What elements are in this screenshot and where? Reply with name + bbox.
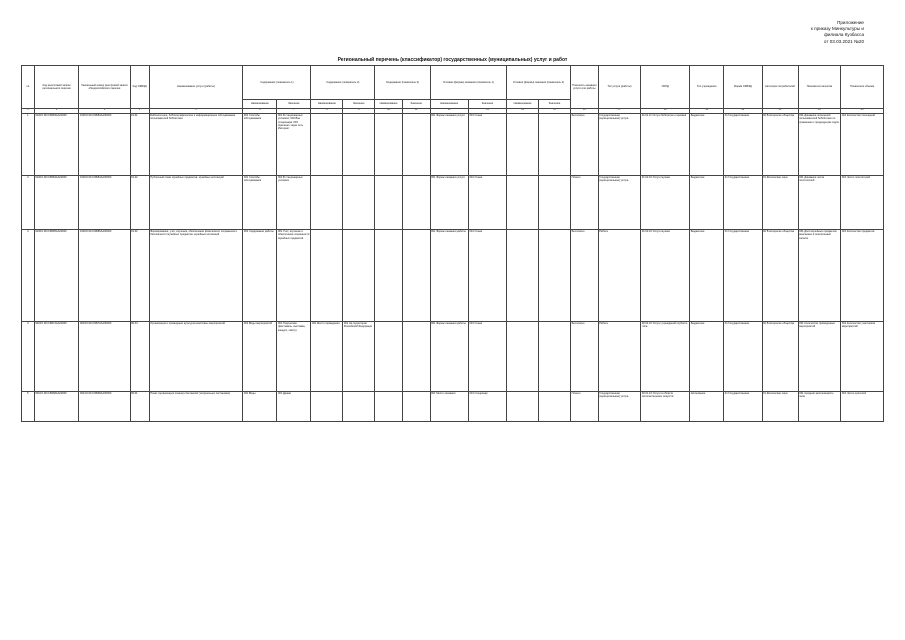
cell-c3n (375, 175, 403, 229)
cell-vol: 001 Число зрителей (841, 391, 884, 421)
appendix-line: Приложение (837, 20, 864, 25)
col-paid-header: Платность оказания услуги или работы (571, 66, 599, 109)
cell-unique: 9100О.99.0.ББ85АА00000 (79, 229, 130, 321)
cell-u1v: 001 Очная (468, 175, 506, 229)
cell-code: 9001О.99.0.ББ68АА00000 (34, 391, 79, 421)
cell-okved: 90.04 (130, 321, 149, 391)
cell-code: 9100О.99.0.ББ83АА00000 (34, 113, 79, 175)
cell-paid: Бесплатно (571, 113, 599, 175)
column-number: 18 (641, 109, 690, 114)
cell-c3v (402, 113, 430, 175)
cell-u1v: 001 Очная (468, 321, 506, 391)
sub-name-header: Наименование (430, 100, 468, 109)
cell-paid: Платно (571, 391, 599, 421)
cell-qual: 001 Средняя заполняемость зала (798, 391, 841, 421)
cell-okved: 91.02 (130, 229, 149, 321)
cell-name: Организация и проведение культурно-массовых мероприятий (149, 321, 243, 391)
cell-cons: 01 Физические лица (762, 391, 798, 421)
cell-okpd: 91.02.10 Услуги музеев (641, 229, 690, 321)
col-okved2-header: Форма ОКВЭД (724, 66, 762, 109)
column-number: 16 (571, 109, 599, 114)
cell-u2n (507, 229, 539, 321)
cell-c1n: 001 Содержание работы (243, 229, 277, 321)
cell-kind: Бюджетное (690, 321, 724, 391)
table-row (22, 175, 884, 229)
cell-paid: Бесплатно (571, 321, 599, 391)
column-number: 17 (598, 109, 641, 114)
cell-qual: 001 Динамика числа посетителей (798, 175, 841, 229)
sub-value-header: Значение (343, 100, 375, 109)
cell-qual: 001 Количество проведенных мероприятий (798, 321, 841, 391)
cell-vol: 001 Количество посещений (841, 113, 884, 175)
table-body (22, 113, 884, 421)
cell-okpd: 91.02.10 Услуги музеев (641, 175, 690, 229)
col-content2-header: Содержание (показатель 2) (311, 66, 375, 100)
cell-c2v (343, 391, 375, 421)
cell-c2v: 001 На территории Российской Федерации (343, 321, 375, 391)
table-header-row (22, 66, 884, 100)
col-okpd-header: ОКПД (641, 66, 690, 109)
cell-okv: 01 Государственная (724, 321, 762, 391)
cell-u1n: 001 Формы оказания работы (430, 321, 468, 391)
column-number: 23 (841, 109, 884, 114)
cell-u1n: 001 Место оказания (430, 391, 468, 421)
col-content3-header: Содержание (показатель 3) (375, 66, 430, 100)
appendix-line: филиала Кузбасса (824, 32, 864, 38)
cell-kind: Бюджетное (690, 175, 724, 229)
cell-c3v (402, 391, 430, 421)
cell-type: Государственная (муниципальная) услуга (598, 391, 641, 421)
cell-unique: 9001О.99.0.ББ68АА00000 (79, 391, 130, 421)
cell-c3n (375, 391, 403, 421)
appendix-line: к приказу Минкультуры и (810, 26, 864, 32)
cell-c2n (311, 175, 343, 229)
cell-qual: 001 Доля музейных предметов, внесенных в электронный каталог (798, 229, 841, 321)
cell-vol: 001 Число посетителей (841, 175, 884, 229)
cell-c1n: 001 Способы обслуживания (243, 113, 277, 175)
sub-name-header: Наименование (375, 100, 403, 109)
cell-c1v: 001 Драма (277, 391, 311, 421)
column-number: 6 (243, 109, 277, 114)
cell-vol: 001 Количество участников мероприятий (841, 321, 884, 391)
cell-c2n (311, 113, 343, 175)
cell-n: 5 (22, 391, 35, 421)
column-number: 20 (724, 109, 762, 114)
cell-okv: 01 Государственная (724, 175, 762, 229)
col-kind-header: Тип учреждения (690, 66, 724, 109)
col-quality-header: Показатели качества (798, 66, 841, 109)
column-number: 19 (690, 109, 724, 114)
cell-type: Работа (598, 321, 641, 391)
cell-cons: 02 В интересах общества (762, 229, 798, 321)
cell-c1n: 001 Способы обслуживания (243, 175, 277, 229)
cell-u2v (539, 113, 571, 175)
table-row (22, 391, 884, 421)
table-row (22, 229, 884, 321)
cell-cons: 02 В интересах общества (762, 113, 798, 175)
col-code-header: Код реестровой записи регионального перечня (34, 66, 79, 109)
sub-name-header: Наименование (507, 100, 539, 109)
sub-value-header: Значение (539, 100, 571, 109)
column-number: 1 (22, 109, 35, 114)
cell-c2n (311, 229, 343, 321)
cell-n: 3 (22, 229, 35, 321)
col-cond1-header: Условие (формы) оказания (показатель 1) (430, 66, 507, 100)
cell-cons: 01 Физические лица (762, 175, 798, 229)
table-row (22, 113, 884, 175)
cell-okpd: 90.01.10 Услуги в области исполнительских искусств (641, 391, 690, 421)
cell-code: 9100О.99.0.ББ84АА00000 (34, 175, 79, 229)
cell-cons: 02 В интересах общества (762, 321, 798, 391)
cell-qual: 001 Динамика посещений пользователей библиотеки по сравнению с предыдущим годом (798, 113, 841, 175)
cell-c2n: 001 Место проведения (311, 321, 343, 391)
cell-okpd: 91.01.11 Услуги библиотек и архивов (641, 113, 690, 175)
col-consumers-header: Категории потребителей (762, 66, 798, 109)
cell-c2v (343, 113, 375, 175)
cell-u1v: 001 Очная (468, 113, 506, 175)
cell-vol: 001 Количество предметов (841, 229, 884, 321)
sub-value-header: Значение (402, 100, 430, 109)
cell-u2v (539, 391, 571, 421)
column-number: 8 (311, 109, 343, 114)
cell-u1n: 001 Формы оказания работы (430, 229, 468, 321)
cell-code: 9004О.99.0.ББ72АА00000 (34, 321, 79, 391)
cell-okpd: 90.04.10 Услуги учреждений клубного типа (641, 321, 690, 391)
col-volume-header: Показатели объема (841, 66, 884, 109)
cell-n: 4 (22, 321, 35, 391)
cell-c1v: 002 В стационарных условиях (277, 175, 311, 229)
cell-c1n: 001 Виды мероприятий (243, 321, 277, 391)
col-cond2-header: Условие (формы) оказания (показатель 2) (507, 66, 571, 100)
table-row (22, 321, 884, 391)
cell-u2v (539, 321, 571, 391)
cell-u2n (507, 113, 539, 175)
cell-u1n: 001 Формы оказания услуги (430, 175, 468, 229)
column-number: 21 (762, 109, 798, 114)
registry-table (21, 65, 884, 422)
cell-okv: 01 Государственная (724, 391, 762, 421)
column-number: 3 (79, 109, 130, 114)
sub-value-header: Значение (277, 100, 311, 109)
cell-u1n: 001 Формы оказания услуги (430, 113, 468, 175)
cell-u2n (507, 391, 539, 421)
cell-c2n (311, 391, 343, 421)
column-number: 2 (34, 109, 79, 114)
cell-okved: 91.02 (130, 175, 149, 229)
cell-n: 1 (22, 113, 35, 175)
column-number: 22 (798, 109, 841, 114)
cell-paid: Бесплатно (571, 229, 599, 321)
column-number: 13 (468, 109, 506, 114)
cell-c2v (343, 229, 375, 321)
cell-name: Библиотечное, библиографическое и информационное обслуживание пользователей библиотеки (149, 113, 243, 175)
cell-n: 2 (22, 175, 35, 229)
sub-name-header: Наименование (243, 100, 277, 109)
cell-u2n (507, 321, 539, 391)
cell-c3v (402, 229, 430, 321)
cell-type: Государственная (муниципальная) услуга (598, 113, 641, 175)
col-okved-header: Код ОКВЭД (130, 66, 149, 109)
col-name-header: Наименование услуги (работы) (149, 66, 243, 109)
cell-c3n (375, 321, 403, 391)
column-number: 9 (343, 109, 375, 114)
cell-c1v: 001 В стационарных условиях; 002 Вне стационара; 003 Удаленно через сеть Интернет (277, 113, 311, 175)
cell-okved: 90.01 (130, 391, 149, 421)
cell-unique: 9100О.99.0.ББ84АА00000 (79, 175, 130, 229)
column-number: 12 (430, 109, 468, 114)
col-num-header: № (22, 66, 35, 109)
cell-kind: Бюджетное (690, 229, 724, 321)
cell-u2v (539, 175, 571, 229)
cell-c1v: 001 Учет, изучение и обеспечение сохранности музейных предметов (277, 229, 311, 321)
cell-c1n: 001 Виды (243, 391, 277, 421)
cell-type: Государственная (муниципальная) услуга (598, 175, 641, 229)
cell-kind: Бюджетное (690, 113, 724, 175)
column-number: 11 (402, 109, 430, 114)
col-unique-header: Уникальный номер реестровой записи общероссийского перечня (79, 66, 130, 109)
cell-c3n (375, 229, 403, 321)
column-number: 7 (277, 109, 311, 114)
appendix-line: от 03.03.2021 №20 (823, 38, 864, 44)
cell-c3n (375, 113, 403, 175)
cell-code: 9100О.99.0.ББ85АА00000 (34, 229, 79, 321)
cell-kind: Автономное (690, 391, 724, 421)
cell-paid: Платно (571, 175, 599, 229)
col-content1-header: Содержание (показатель 1) (243, 66, 311, 100)
cell-okv: 01 Государственная (724, 229, 762, 321)
appendix-block (754, 20, 864, 45)
cell-u2n (507, 175, 539, 229)
cell-unique: 9004О.99.0.ББ72АА00000 (79, 321, 130, 391)
col-type-header: Тип услуги (работы) (598, 66, 641, 109)
document-title: Региональный перечень (классификатор) государственных (муниципальных) услуг и работ (337, 57, 568, 63)
column-number: 4 (130, 109, 149, 114)
sub-name-header: Наименование (311, 100, 343, 109)
cell-u1v: 001 Стационар (468, 391, 506, 421)
cell-u1v: 001 Очная (468, 229, 506, 321)
cell-c3v (402, 321, 430, 391)
cell-name: Формирование, учет, изучение, обеспечение физического сохранения и безопасности музейных предметов, музейных коллекций (149, 229, 243, 321)
cell-type: Работа (598, 229, 641, 321)
cell-name: Показ (организация показа) спектаклей (театральных постановок) (149, 391, 243, 421)
cell-c2v (343, 175, 375, 229)
cell-c1v: 001 Творческие (фестиваль, выставка, конкурс, смотр) (277, 321, 311, 391)
cell-c3v (402, 175, 430, 229)
column-number: 15 (539, 109, 571, 114)
cell-unique: 9100О.99.0.ББ83АА00000 (79, 113, 130, 175)
sub-value-header: Значение (468, 100, 506, 109)
cell-name: Публичный показ музейных предметов, музейных коллекций (149, 175, 243, 229)
cell-okv: 01 Государственная (724, 113, 762, 175)
column-number: 5 (149, 109, 243, 114)
column-number: 14 (507, 109, 539, 114)
column-number: 10 (375, 109, 403, 114)
cell-okved: 91.01 (130, 113, 149, 175)
cell-u2v (539, 229, 571, 321)
